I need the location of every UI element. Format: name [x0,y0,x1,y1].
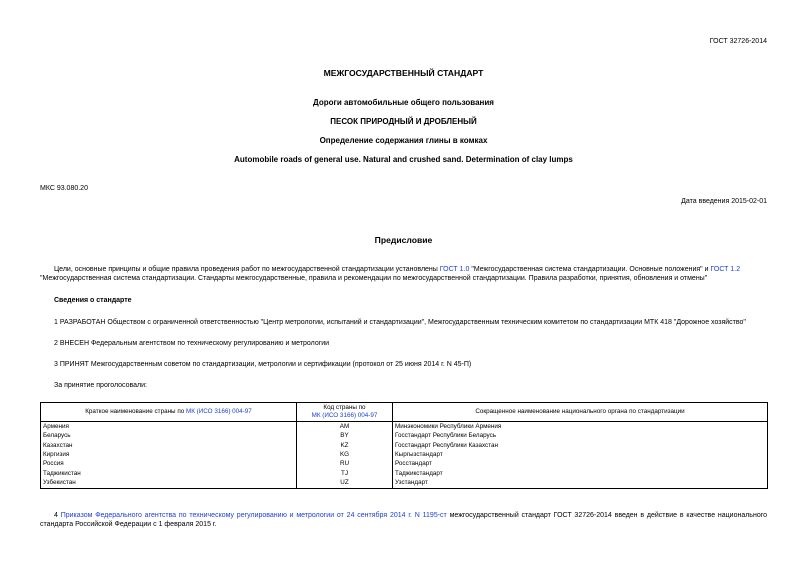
voted-label: За принятие проголосовали: [54,382,147,389]
country-name: Россия [41,460,297,469]
title-english: Automobile roads of general use. Natural and crushed sand. Determination of clay lumps [234,155,573,164]
header-national-body: Сокращенное наименование национального органа по стандартизации [393,403,768,422]
table-row [41,441,768,450]
national-body: Кыргызстандарт [393,450,768,459]
item-4 [40,512,767,530]
header-country-name [41,403,297,422]
header-country-code [297,403,393,422]
mks-code: МКС 93.080.20 [40,185,88,192]
introduction-date: Дата введения 2015-02-01 [681,198,767,205]
standard-type: МЕЖГОСУДАРСТВЕННЫЙ СТАНДАРТ [323,68,484,78]
preface-text-3: "Межгосударственная система стандартизации. Стандарты межгосударственные, правила и рекомендации по межгосударственной стандартизации. Правила разработки, принятия, обновления и отмены" [40,274,708,282]
table-header-row [41,403,768,422]
item-4-prefix: 4 [54,512,61,519]
table-row [41,478,768,488]
table-row [41,469,768,478]
country-name: Казахстан [41,441,297,450]
item-4-text: межгосударственный стандарт ГОСТ 32726-2014 введен в действие в качестве национального стандарта Российской Федерации с 1 февраля 2015 г. [40,512,768,528]
preface-title: Предисловие [374,235,433,245]
national-body: Госстандарт Республики Казахстан [393,441,768,450]
national-body: Госстандарт Республики Беларусь [393,431,768,440]
country-name: Беларусь [41,431,297,440]
title-line-1: Дороги автомобильные общего пользования [313,98,494,107]
title-line-2: ПЕСОК ПРИРОДНЫЙ И ДРОБЛЕНЫЙ [330,117,477,126]
country-code: RU [297,460,393,469]
item-1: 1 РАЗРАБОТАН Обществом с ограниченной ответственностью "Центр метрологии, испытаний и стандартизации", Межгосударственным техническим комитетом по стандартизации МТК 418 "Дорожное хозяйство" [54,319,746,326]
mk-iso-link-2[interactable]: МК (ИСО 3166) 004-97 [311,412,378,419]
country-code: BY [297,431,393,440]
gost-1-2-link[interactable]: ГОСТ 1.2 [710,266,741,273]
country-code: TJ [297,469,393,478]
country-code: UZ [297,478,393,488]
country-code: AM [297,422,393,432]
preface-text-2: "Межгосударственная система стандартизации. Основные положения" и [469,266,711,273]
preface-text-1: Цели, основные принципы и общие правила проведения работ по межгосударственной стандартизации установлены [54,266,440,273]
item-3: 3 ПРИНЯТ Межгосударственным советом по стандартизации, метрологии и сертификации (протокол от 25 июня 2014 г. N 45-П) [54,361,472,368]
national-body: Росстандарт [393,460,768,469]
national-body: Таджикстандарт [393,469,768,478]
country-code: KG [297,450,393,459]
table-row [41,431,768,440]
country-name: Узбекистан [41,478,297,488]
gost-1-0-link[interactable]: ГОСТ 1.0 [439,266,470,273]
table-row [41,460,768,469]
table-row [41,450,768,459]
national-body: Узстандарт [393,478,768,488]
country-name: Таджикистан [41,469,297,478]
preface-paragraph [40,266,767,284]
order-link[interactable]: Приказом Федерального агентства по техническому регулированию и метрологии от 24 сентября 2014 г. N 1195-ст [60,512,447,519]
item-2: 2 ВНЕСЕН Федеральным агентством по техническому регулированию и метрологии [54,340,330,347]
header-country-name-text: Краткое наименование страны по [85,408,186,416]
mk-iso-link[interactable]: МК (ИСО 3166) 004-97 [185,408,252,416]
country-name: Армения [41,422,297,432]
country-name: Киргизия [41,450,297,459]
header-country-code-text: Код страны по [323,404,366,412]
title-line-3: Определение содержания глины в комках [319,136,488,145]
country-code: KZ [297,441,393,450]
table-row [41,422,768,432]
countries-table [40,402,768,489]
national-body: Минэкономики Республики Армения [393,422,768,432]
document-code: ГОСТ 32726-2014 [709,38,767,45]
standard-info-heading: Сведения о стандарте [54,297,132,304]
